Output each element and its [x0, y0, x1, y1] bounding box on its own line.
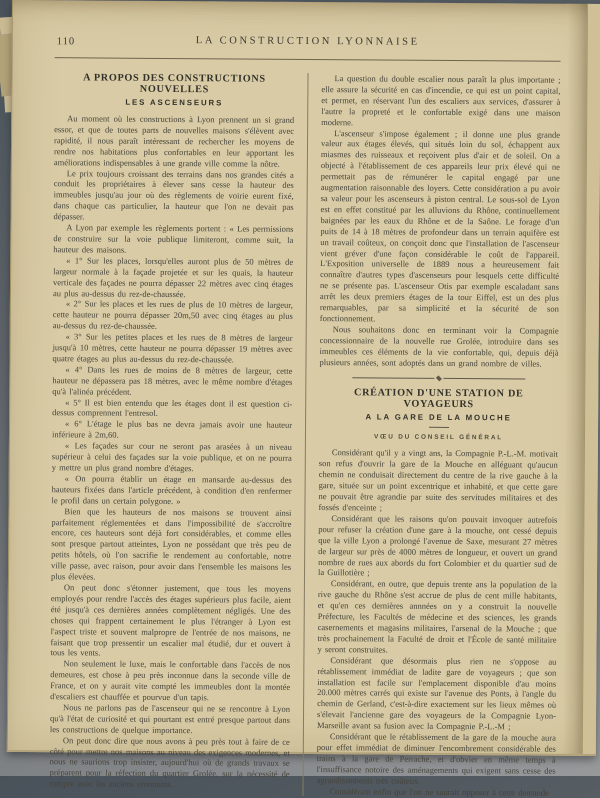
paragraph: Considérant qu'il y a vingt ans, la Compagnie P.-L.-M. motivait son refus d'ouvrir la gare de la Mouche en alléguant qu'aucun chemin ne conduisait directement du centre de la rive gauche à la gare, située sur un point excentrique et inhabité, et que cette gare ne pouvait être agrandie par suite des servitudes militaires et des fossés d'enceinte ; [318, 447, 558, 513]
paragraph: Nous ne parlons pas de l'ascenseur qui ne se rencontre à Lyon qu'à l'état de curiosité et qui pourtant est entré presque partout dans les constructions de quelque importance. [49, 702, 291, 735]
diamond-ornament-icon [436, 376, 442, 382]
right-column [302, 73, 560, 798]
paragraph: Non seulement le luxe, mais le confortable dans l'accès de nos demeures, est chose à peu près inconnue dans la seconde ville de France, et on y aurait vite compté les immeubles dont la montée d'escaliers est chauffée et pourvue d'un tapis. [50, 658, 291, 703]
paragraph: « 5° Il est bien entendu que les étages dont il est question ci-dessus comprennent l'entresol. [52, 396, 293, 419]
paragraph: Considérant que les raisons qu'on pouvait invoquer autrefois pour refuser la création d'une gare à la mouche, ont cessé depuis que la ville Lyon a prolongé l'avenue de Saxe, mesurant 27 mètres de largeur sur près de 4000 mètres de longueur, et ouvert un grand nombre de rues aux abords du fort Colombier et du quartier sud de la Guillotière ; [317, 513, 558, 578]
paragraph: On peut donc dire que nous avons à peu près tout à faire de ce côté pour mettre nos maisons au niveau des exigences modernes, et nous ne saurions trop insister, aujourd'hui où de grands travaux se préparent pour la réfection du quartier Grolée, sur la nécessité de rompre avec les anciens errements. [49, 734, 290, 790]
header-rule [55, 57, 561, 62]
paragraph: Considérant enfin que l'on ne saurait opposer à cette demande [329, 785, 549, 798]
paragraph: « On pourra établir un étage en mansarde au-dessus des hauteurs fixées dans l'article précédent, à condition d'en renfermer le profil dans un certain polygone. » [51, 473, 292, 506]
article-body-continued [319, 73, 560, 369]
paragraph: Nous souhaitons donc en terminant voir la Compagnie concessionnaire de la nouvelle rue Grolée, introduire dans ses immeubles ces éléments de la vie confortable, qui, depuis déjà plusieurs années, sont adoptés dans un grand nombre de villes. [319, 323, 559, 369]
section-kicker: VŒU DU CONSEIL GÉNÉRAL [373, 433, 503, 442]
paragraph: « 4° Dans les rues de moins de 8 mètres de largeur, cette hauteur ne dépassera pas 18 mètres, avec le même nombre d'étages qu'à l'alinéa précédent. [52, 364, 293, 397]
paragraph: Considérant que désormais plus rien ne s'oppose au rétablissement immédiat de ladite gare de voyageurs ; que son installation est facile sur l'emplacement disponible d'au moins 20.000 mètres carrés qui existe sur l'avenue des Ponts, à l'angle du chemin de Gerland, c'est-à-dire exactement sur les lieux mêmes où s'élevait l'ancienne gare des voyageurs de la Compagnie Lyon-Marseille avant sa fusion avec la Compagnie P.-L.-M ; [316, 654, 557, 732]
second-article-title: CRÉATION D'UNE STATION DE VOYAGEURS [353, 387, 524, 411]
section-divider [353, 376, 525, 382]
masthead [55, 34, 561, 54]
paragraph: « 6° L'étage le plus bas ne devra jamais avoir une hauteur inférieure à 2m,60. [51, 418, 293, 440]
paragraph: Au moment où les constructions à Lyon prennent un si grand essor, et que de toutes parts de nouvelles maisons s'élèvent avec rapidité, il nous paraît intéressant de rechercher les moyens de rendre nos habitations plus confortables en leur apportant les améliorations indispensables à une grande ville comme la nôtre. [53, 113, 295, 169]
second-article-subtitle: A LA GARE DE LA MOUCHE [365, 412, 512, 423]
subtitle-rule [429, 427, 449, 428]
paragraph: « 2° Sur les places et les rues de plus de 10 mètres de largeur, cette hauteur ne pourra dépasser 20m,50 avec cinq étages au plus au-dessus du rez-de-chaussée. [52, 298, 293, 332]
page-content [8, 0, 600, 798]
paragraph: On peut donc s'étonner justement, que tous les moyens employés pour rendre l'accès des étages supérieurs plus facile, aient été jusqu'à ces dernières années complètement négligés. Une des choses qui frappent certainement le plus l'étranger à Lyon est l'aspect triste et souvent malpropre de l'entrée de nos maisons, ne faisant que trop pressentir un escalier mal étudié, dur et ouvert à tous les vents. [50, 582, 291, 658]
paragraph: « Les façades sur cour ne seront pas arasées à un niveau supérieur à celui des façades sur la voie publique, et on ne pourra y mettre un plus grand nombre d'étages. [51, 440, 292, 474]
paragraph: L'ascenseur s'impose également ; il donne une plus grande valeur aux étages élevés, qui situés loin du sol, échappent aux miasmes des ruisseaux et reçoivent plus d'air et de soleil. On a objecté à l'établissement de ces appareils leur prix élevé qui ne permettait pas de rémunérer le capital engagé par une augmentation raisonnable des loyers. Cette considération a pu avoir sa valeur pour les ascenseurs à piston central. Le sous-sol de Lyon est en effet constitué par les alluvions du Rhône, continuellement baignées par les eaux du Rhône et de la Saône. Le forage d'un puits de 14 à 18 mètres de profondeur dans un terrain aquifère est un travail coûteux, on conçoit donc que l'installation de l'ascenseur vient gréver d'une façon considérable le coût de l'appareil. L'Exposition universelle de 1889 nous a heureusement fait connaître d'autres types d'ascenseurs pour lesquels cette difficulté ne se présente pas. L'ascenseur Otis par exemple escaladant sans arrêt les deux premiers étages de la tour Eiffel, est un des plus remarquables, par sa simplicité et la sécurité de son fonctionnement. [319, 127, 561, 324]
left-column [49, 71, 307, 796]
two-column-body [49, 71, 560, 798]
paragraph: Bien que les hauteurs de nos maisons se trouvent ainsi parfaitement réglementées et dans l'impossibilité de s'accroître encore, ces hauteurs sont déjà fort considérables, et comme elles sont presque partout atteintes, Lyon ne possédant que très peu de petits hôtels, où l'on sacrifie le rendement au confortable, notre ville passe, avec raison, pour avoir dans l'ensemble les maisons les plus élevées. [50, 505, 292, 582]
scanned-page [7, 0, 600, 798]
paragraph: Considérant, en outre, que depuis trente ans la population de la rive gauche du Rhône s'est accrue de plus de cent mille habitants, et qu'en ces dernières annnées on y a construit la nouvelle Préfecture, les Facultés de médecine et des sciences, les grands casernements et magasins militaires, l'arsenal de la Mouche ; que très prochainement la Faculté de droit et l'École de santé militaire y seront construites. [317, 578, 557, 655]
article-body [50, 113, 295, 791]
paragraph: « 3° Sur les petites places et les rues de 8 mètres de largeur jusqu'à 10 mètres, cette hauteur ne pourra dépasser 19 mètres avec quatre étages au plus au-dessus du rez-de-chaussée. [52, 331, 293, 365]
paragraph: La question du double escalier nous paraît la plus importante ; elle assure la sécurité en cas d'incendie, ce qui est un point capital, et permet, en réservant l'un des escaliers aux services, d'assurer à l'autre la propreté et le confortable exigé dans une maison moderne. [321, 73, 561, 127]
paragraph: A Lyon par exemple les règlements portent : « Les permissions de construire sur la voie publique limiteront, comme suit, la hauteur des maisons. [53, 222, 294, 255]
page-number: 110 [56, 36, 76, 48]
paragraph: Le prix toujours croissant des terrains dans nos grandes cités a conduit les propriétaires à élever sans cesse la hauteur des immeubles jusqu'au jour où des règlements de voirie eurent fixé, dans chaque cas particulier, la hauteur que l'on ne devait pas dépasser. [53, 167, 294, 222]
journal-title: LA CONSTRUCTION LYONNAISE [195, 35, 420, 48]
second-article-body [316, 448, 557, 798]
article-title: A PROPOS DES CONSTRUCTIONS NOUVELLES [83, 72, 266, 96]
paragraph: Considérant que le rétablissement de la gare de la mouche aura pour effet immédiat de diminuer l'encombrement considérable des trains à la gare de Perrache, et d'obvier en même temps à l'insuffisance notoire des aménagements qui exigent sans cesse des agrandissements très coûteux. [316, 731, 556, 786]
paragraph: « 1° Sur les places, lorsqu'elles auront plus de 50 mètres de largeur normale à la façade projetée et sur les quais, la hauteur verticale des façades ne pourra dépasser 22 mètres avec cinq étages au plus au-dessus du rez-de-chaussée. [52, 255, 294, 299]
article-subtitle: LES ASCENSEURS [125, 97, 224, 108]
